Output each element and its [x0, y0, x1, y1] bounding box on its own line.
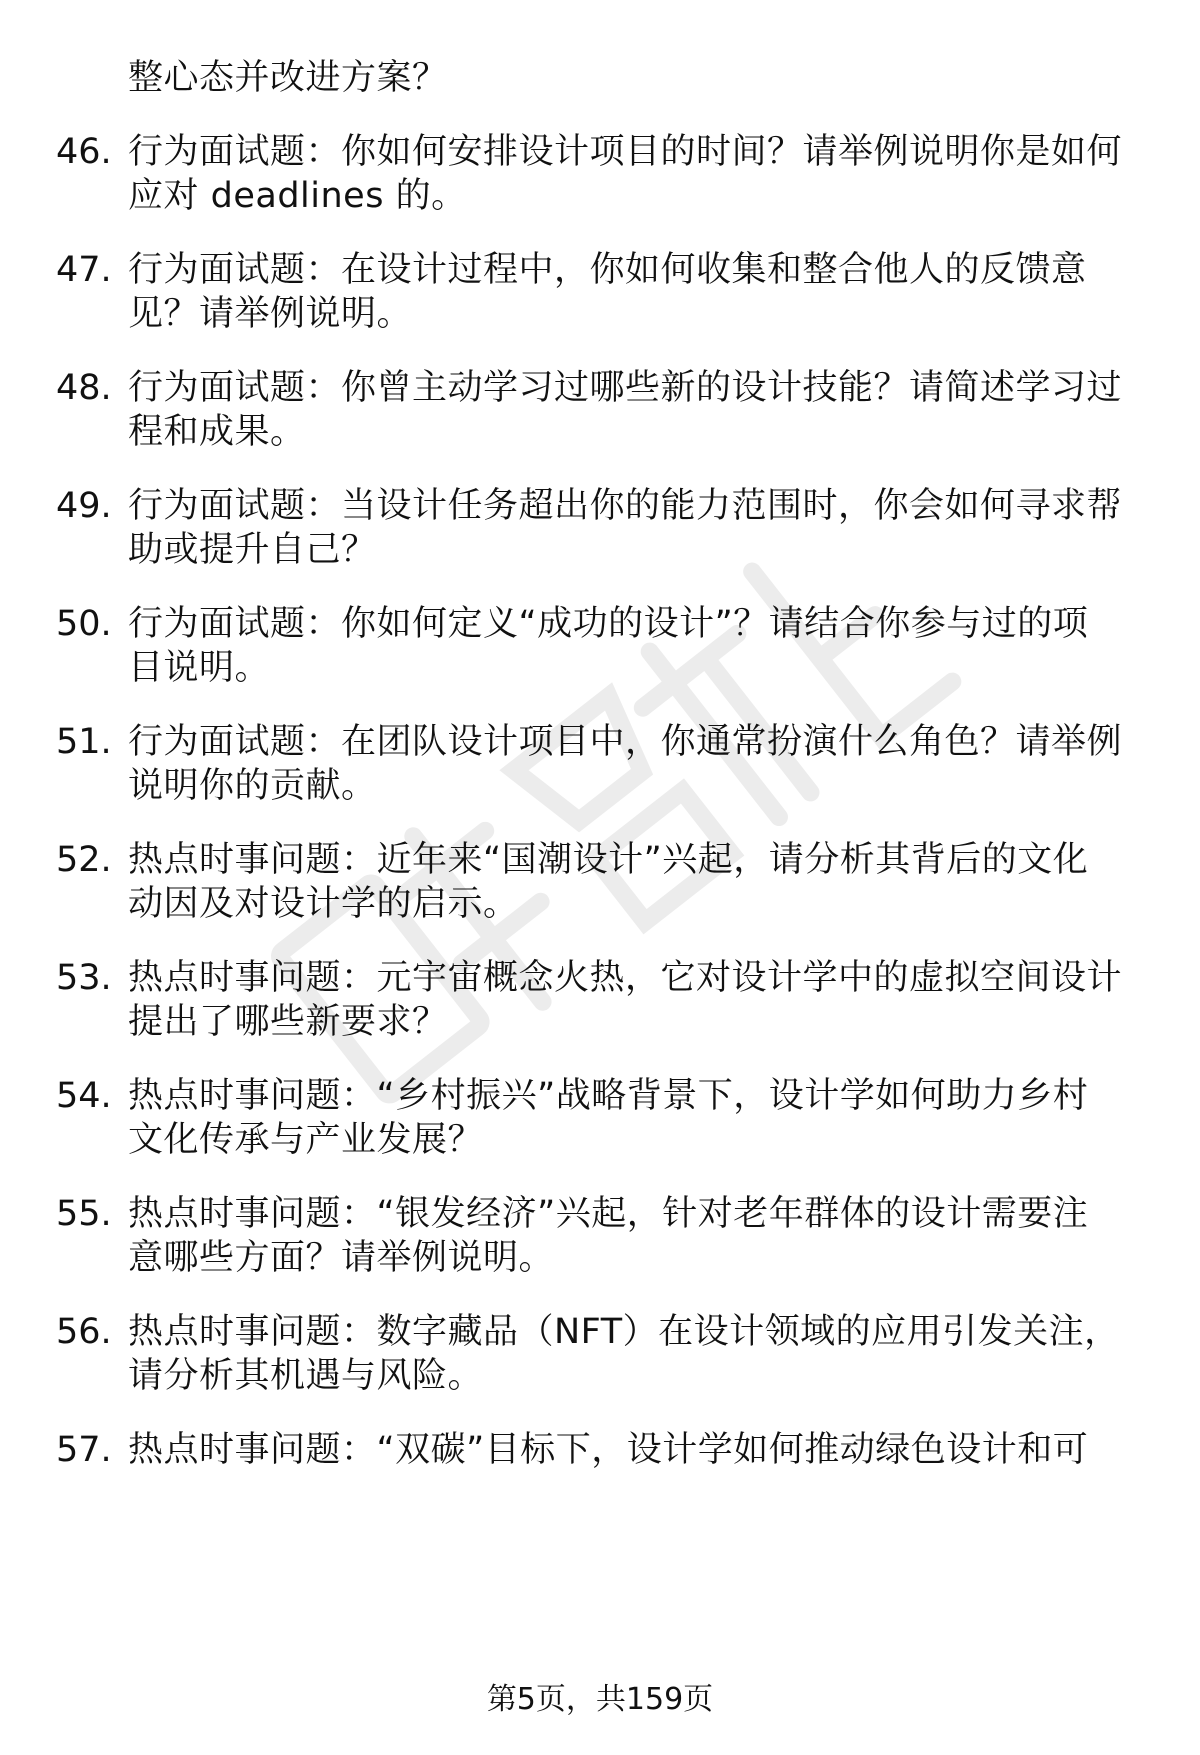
item-text-line2: 程和成果。 — [128, 412, 306, 452]
item-number: 50. — [56, 604, 112, 644]
item-number: 51. — [56, 722, 112, 762]
item-text-line2: 请分析其机遇与风险。 — [128, 1356, 484, 1396]
page-footer: 第5页，共159页 — [486, 1682, 714, 1717]
item-text-line2: 意哪些方面？请举例说明。 — [128, 1238, 555, 1278]
item-number: 57. — [56, 1430, 112, 1470]
item-text-line1: 热点时事问题：近年来“国潮设计”兴起，请分析其背后的文化 — [128, 840, 1089, 880]
item-text-line1: 热点时事问题：“双碳”目标下，设计学如何推动绿色设计和可 — [128, 1430, 1089, 1470]
item-number: 56. — [56, 1312, 112, 1352]
item-text-line1: 行为面试题：你如何安排设计项目的时间？请举例说明你是如何 — [128, 132, 1123, 172]
item-text-line1: 热点时事问题：数字藏品（NFT）在设计领域的应用引发关注， — [128, 1312, 1120, 1352]
item-number: 47. — [56, 250, 112, 290]
item-number: 49. — [56, 486, 112, 526]
item-text-line2: 见？请举例说明。 — [128, 294, 413, 334]
item-number: 46. — [56, 132, 112, 172]
item-text-line1: 热点时事问题：“乡村振兴”战略背景下，设计学如何助力乡村 — [128, 1076, 1089, 1116]
item-text-line1: 热点时事问题：元宇宙概念火热，它对设计学中的虚拟空间设计 — [128, 958, 1123, 998]
item-text-line2: 动因及对设计学的启示。 — [128, 884, 519, 924]
item-number: 55. — [56, 1194, 112, 1234]
item-number: 54. — [56, 1076, 112, 1116]
item-text-line1: 热点时事问题：“银发经济”兴起，针对老年群体的设计需要注 — [128, 1194, 1089, 1234]
item-text-line2: 说明你的贡献。 — [128, 766, 377, 806]
item-text-line1: 行为面试题：当设计任务超出你的能力范围时，你会如何寻求帮 — [128, 486, 1123, 526]
continuation-text: 整心态并改进方案？ — [128, 58, 448, 98]
item-text-line1: 行为面试题：在团队设计项目中，你通常扮演什么角色？请举例 — [128, 722, 1123, 762]
item-text-line2: 应对 deadlines 的。 — [128, 176, 467, 216]
item-text-line1: 行为面试题：你如何定义“成功的设计”？请结合你参与过的项 — [128, 604, 1089, 644]
item-number: 48. — [56, 368, 112, 408]
item-text-line1: 行为面试题：你曾主动学习过哪些新的设计技能？请简述学习过 — [128, 368, 1123, 408]
item-text-line2: 目说明。 — [128, 648, 271, 688]
item-text-line2: 文化传承与产业发展？ — [128, 1120, 484, 1160]
item-text-line1: 行为面试题：在设计过程中，你如何收集和整合他人的反馈意 — [128, 250, 1087, 290]
item-text-line2: 提出了哪些新要求？ — [128, 1002, 448, 1042]
item-text-line2: 助或提升自己？ — [128, 530, 377, 570]
item-number: 53. — [56, 958, 112, 998]
item-number: 52. — [56, 840, 112, 880]
